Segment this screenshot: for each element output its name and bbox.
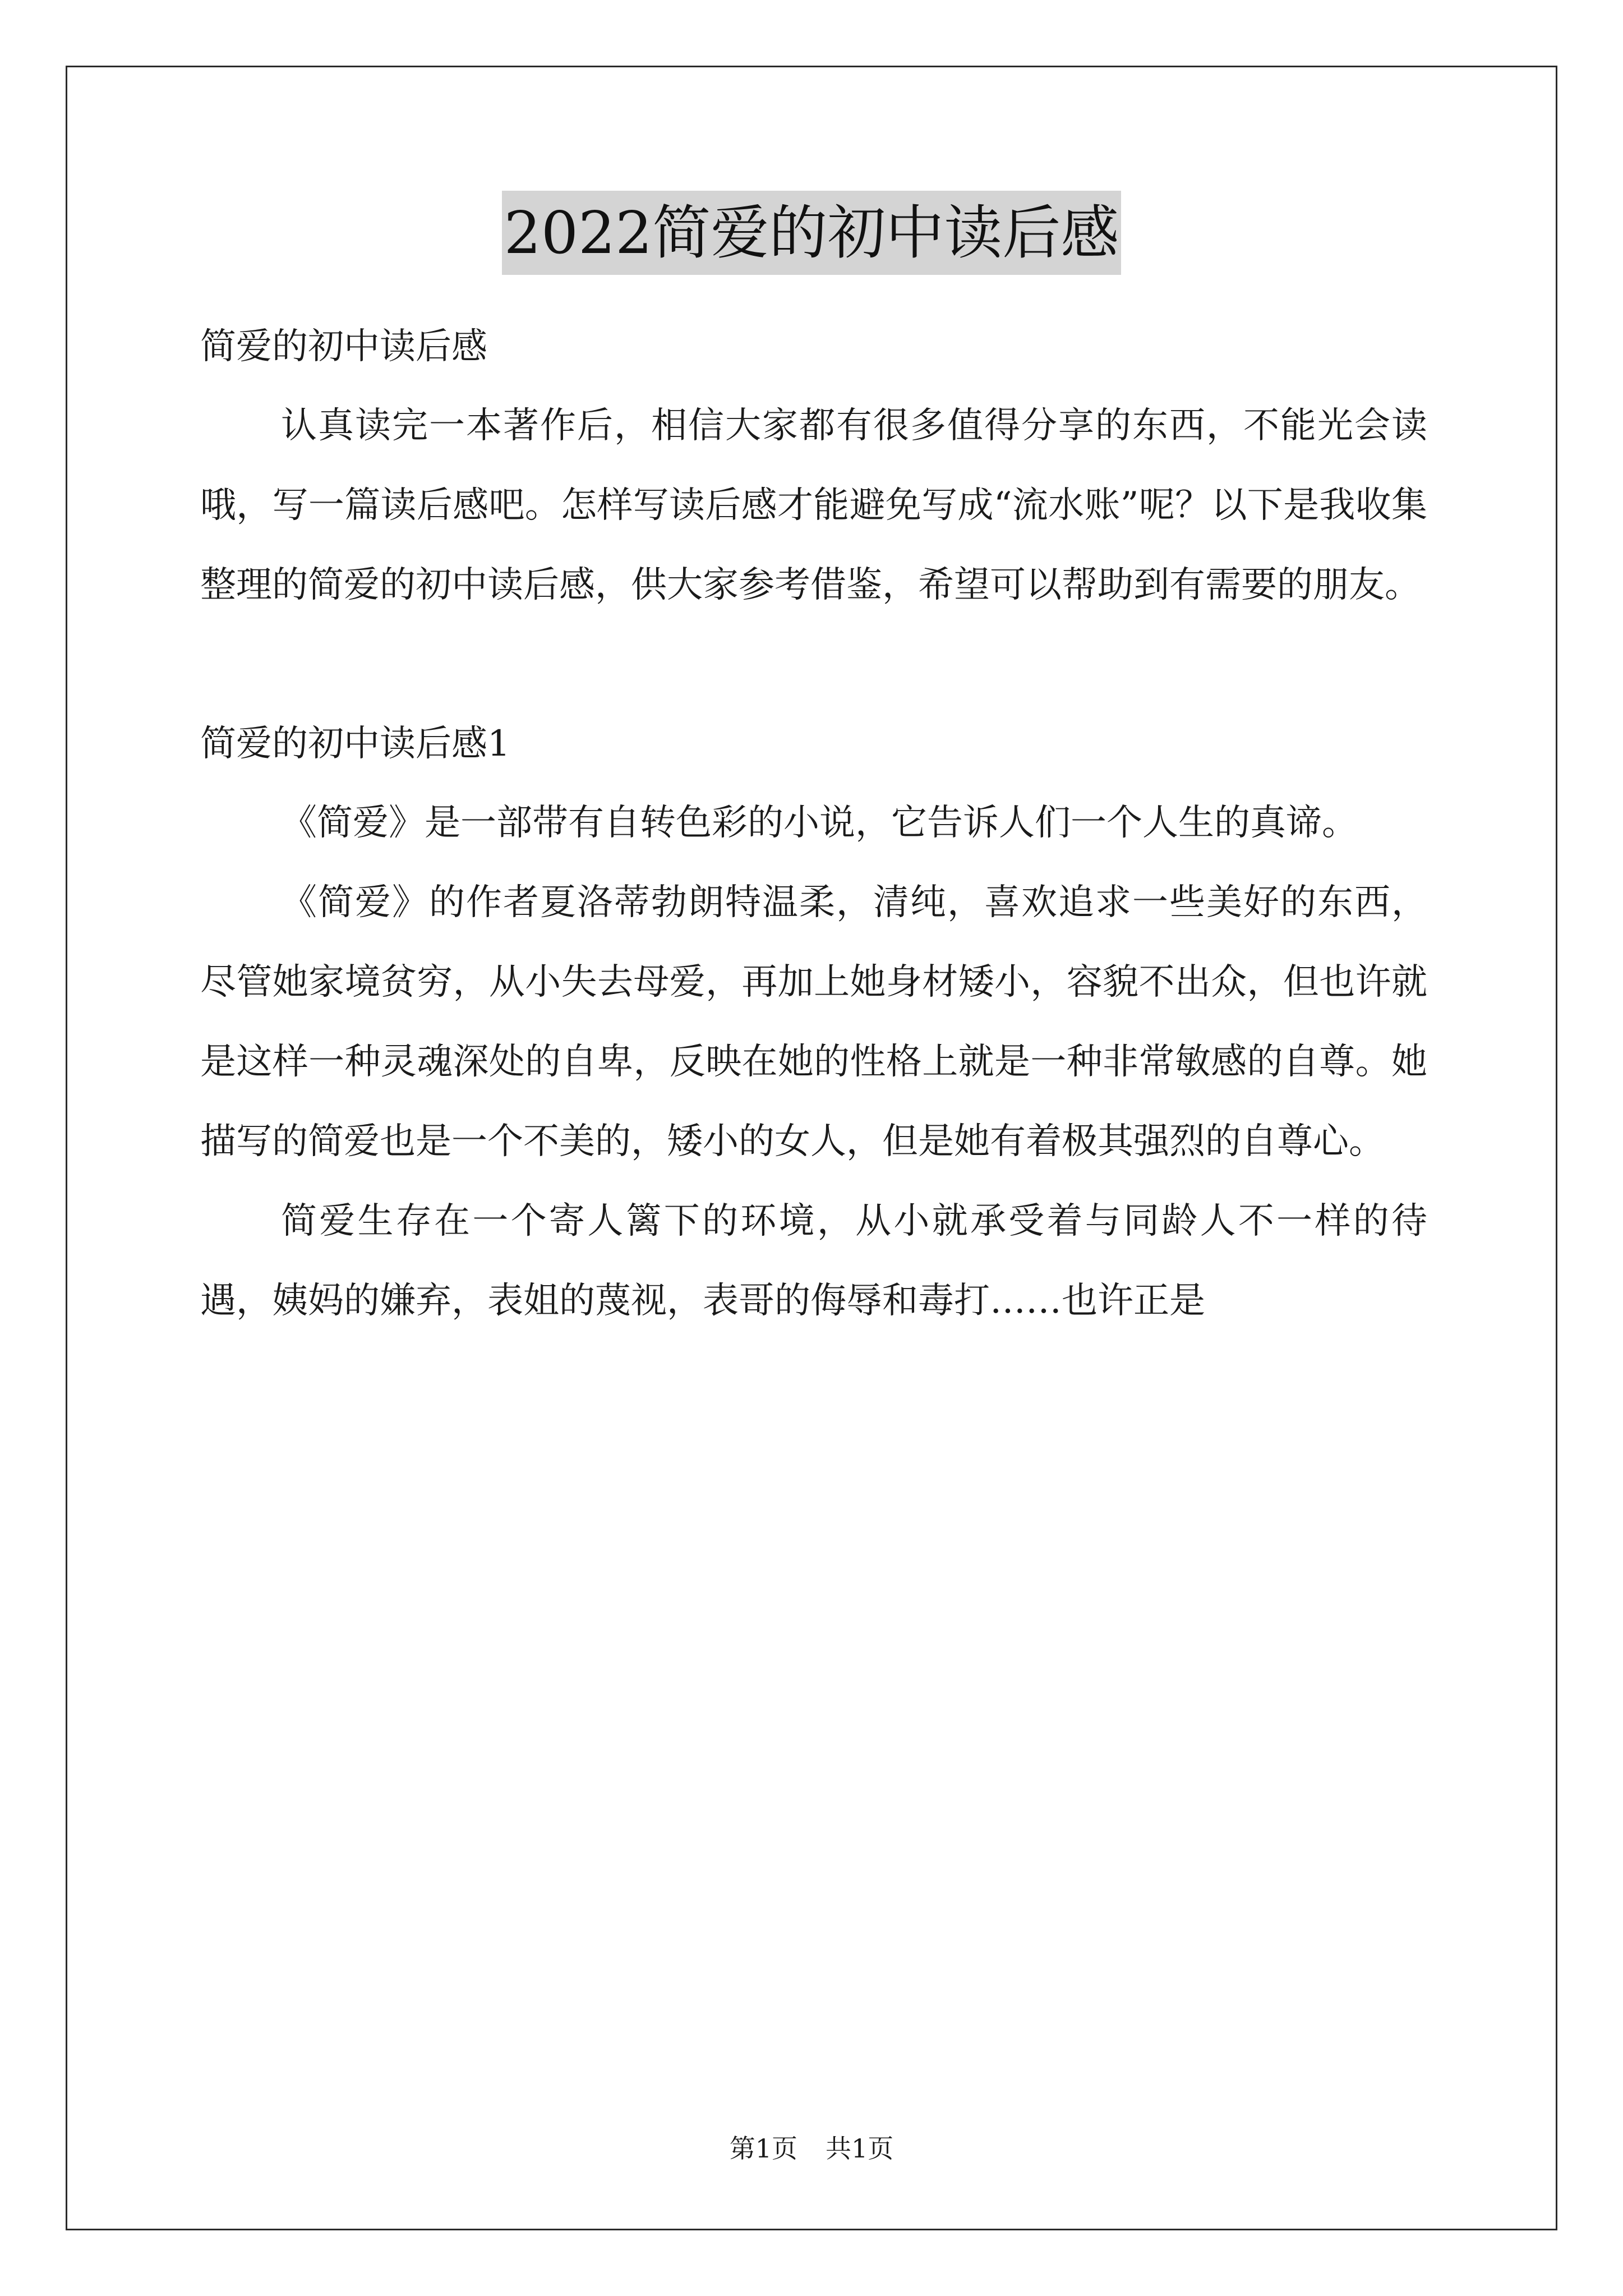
title-container xyxy=(0,191,1623,275)
page-footer xyxy=(0,2132,1623,2165)
document-title: 2022简爱的初中读后感 xyxy=(502,191,1122,275)
body-paragraph: 简爱生存在一个寄人篱下的环境，从小就承受着与同龄人不一样的待遇，姨妈的嫌弃，表姐的蔑视，表哥的侮辱和毒打……也许正是 xyxy=(200,1200,1427,1322)
document-body xyxy=(200,307,1427,1341)
body-paragraph: 《简爱》是一部带有自转色彩的小说，它告诉人们一个人生的真谛。 xyxy=(281,802,1358,844)
page-number: 第1页 xyxy=(729,2133,797,2164)
intro-paragraph: 认真读完一本著作后，相信大家都有很多值得分享的东西，不能光会读哦，写一篇读后感吧。怎样写读后感才能避免写成“流水账”呢？以下是我收集整理的简爱的初中读后感，供大家参考借鉴，希望可以帮助到有需要的朋友。 xyxy=(200,405,1427,606)
intro-heading: 简爱的初中读后感 xyxy=(200,326,487,367)
section-heading: 简爱的初中读后感1 xyxy=(200,723,510,765)
page-total: 共1页 xyxy=(826,2133,894,2164)
body-paragraph: 《简爱》的作者夏洛蒂勃朗特温柔，清纯，喜欢追求一些美好的东西，尽管她家境贫穷，从小失去母爱，再加上她身材矮小，容貌不出众，但也许就是这样一种灵魂深处的自卑，反映在她的性格上就是一种非常敏感的自尊。她描写的简爱也是一个不美的，矮小的女人，但是她有着极其强烈的自尊心。 xyxy=(200,882,1427,1162)
